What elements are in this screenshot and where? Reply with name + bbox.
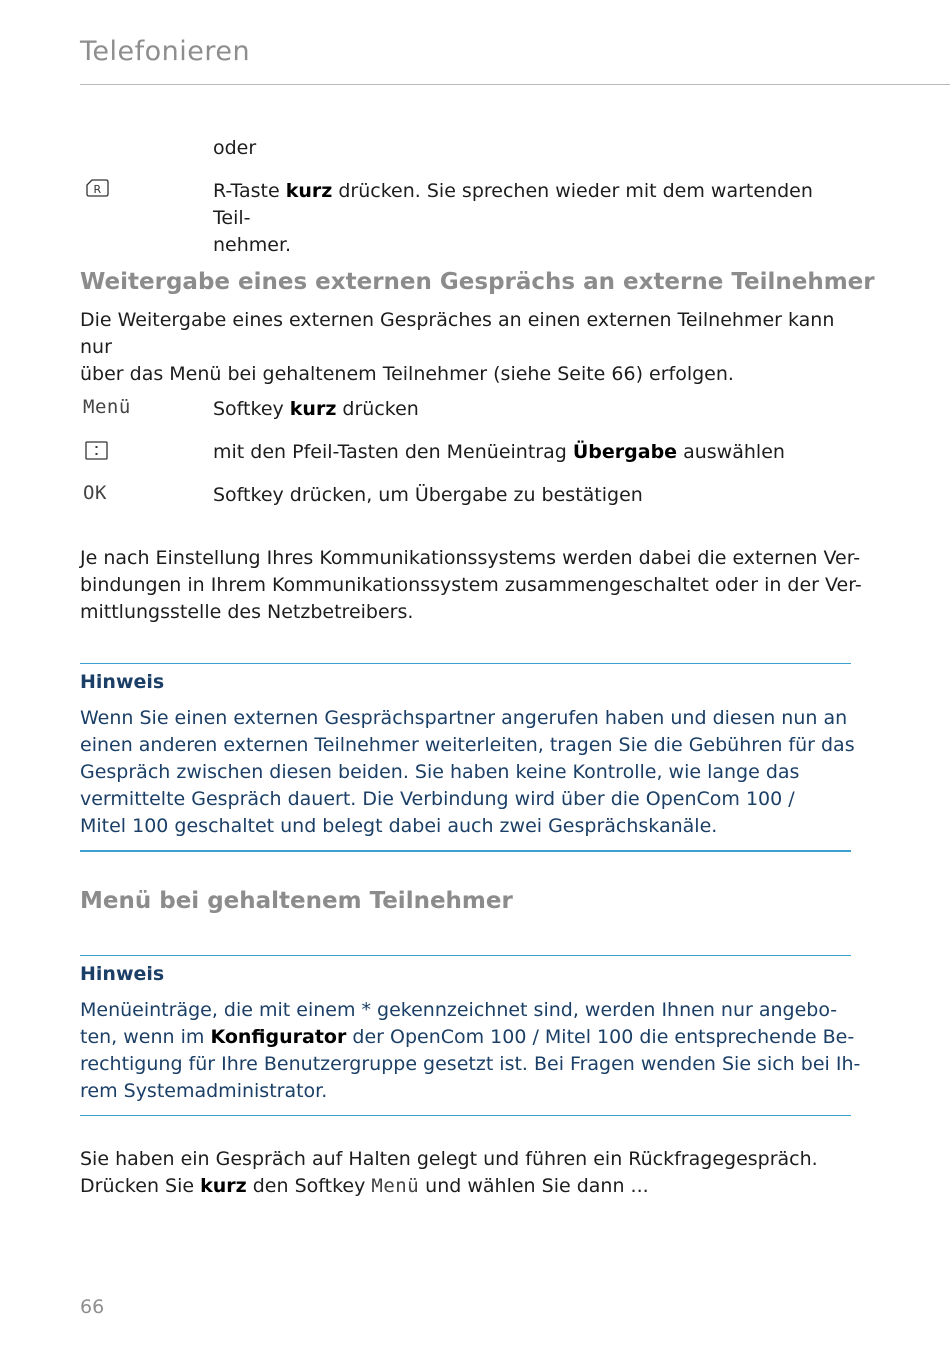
softkey-ok-label: OK (83, 482, 107, 504)
closing-softkey-label: Menü (371, 1175, 420, 1197)
oder-text: oder (213, 137, 257, 159)
r-key-text-bold: kurz (285, 180, 333, 202)
section1-intro-line1: Die Weitergabe eines externen Gespräches an einen externen Teilnehmer kann nur (80, 309, 835, 358)
closing-line2-pre: Drücken Sie (80, 1175, 201, 1197)
note1-body (80, 705, 870, 840)
closing-line2-mid: den Softkey (246, 1175, 372, 1197)
note1-line4: vermittelte Gespräch dauert. Die Verbindung wird über die OpenCom 100 / (80, 788, 795, 810)
closing-paragraph (80, 1146, 870, 1200)
section1-para-line3: mittlungsstelle des Netzbetreibers. (80, 601, 414, 623)
note2-line2-post: der OpenCom 100 / Mitel 100 die entsprechende Be- (346, 1026, 855, 1048)
note1-top-rule (80, 663, 851, 664)
note2-top-rule (80, 955, 851, 956)
arrow-keys-icon (85, 441, 109, 461)
section1-para-line2: bindungen in Ihrem Kommunikationssystem zusammengeschaltet oder in der Ver- (80, 574, 862, 596)
note1-heading: Hinweis (80, 671, 165, 693)
note2-bottom-rule (80, 1115, 851, 1116)
note2-heading: Hinweis (80, 963, 165, 985)
note2-line1: Menüeinträge, die mit einem * gekennzeichnet sind, werden Ihnen nur angebo- (80, 999, 838, 1021)
note1-line1: Wenn Sie einen externen Gesprächspartner angerufen haben und diesen nun an (80, 707, 848, 729)
note2-line4: rem Systemadministrator. (80, 1080, 328, 1102)
r-key-text-post: drücken. Sie sprechen wieder mit dem wartenden Teil- (213, 180, 813, 229)
step-1-pre: Softkey (213, 398, 290, 420)
step-2-bold: Übergabe (572, 441, 678, 463)
section1-intro (80, 307, 870, 388)
closing-line2-post: und wählen Sie dann ... (419, 1175, 649, 1197)
note2-line2-bold: Konfigurator (210, 1026, 347, 1048)
note1-bottom-rule (80, 850, 851, 852)
note2-line2-pre: ten, wenn im (80, 1026, 211, 1048)
note1-line3: Gespräch zwischen diesen beiden. Sie haben keine Kontrolle, wie lange das (80, 761, 800, 783)
closing-line1: Sie haben ein Gespräch auf Halten gelegt und führen ein Rückfragegespräch. (80, 1148, 818, 1170)
section-heading-held-menu: Menü bei gehaltenem Teilnehmer (80, 888, 513, 914)
page-number: 66 (80, 1296, 105, 1318)
r-key-instruction (213, 178, 853, 259)
note2-body (80, 997, 870, 1105)
step-2-pre: mit den Pfeil-Tasten den Menüeintrag (213, 441, 573, 463)
section1-para-line1: Je nach Einstellung Ihres Kommunikationssystems werden dabei die externen Ver- (80, 547, 861, 569)
section1-intro-line2: über das Menü bei gehaltenem Teilnehmer (siehe Seite 66) erfolgen. (80, 363, 734, 385)
page-header-title: Telefonieren (80, 36, 251, 67)
r-key-text-pre: R-Taste (213, 180, 286, 202)
step-1-post: drücken (336, 398, 419, 420)
header-divider (80, 84, 950, 85)
section1-paragraph (80, 545, 870, 626)
section-heading-external-transfer: Weitergabe eines externen Gesprächs an externe Teilnehmer (80, 269, 875, 295)
note1-line2: einen anderen externen Teilnehmer weiterleiten, tragen Sie die Gebühren für das (80, 734, 855, 756)
step-2-post: auswählen (677, 441, 785, 463)
step-1-text (213, 396, 419, 423)
softkey-menu-label: Menü (83, 396, 131, 418)
note1-line5: Mitel 100 geschaltet und belegt dabei auch zwei Gesprächskanäle. (80, 815, 718, 837)
r-key-icon (84, 178, 110, 200)
closing-line2-bold: kurz (200, 1175, 247, 1197)
r-key-text-line2: nehmer. (213, 234, 292, 256)
step-1-bold: kurz (289, 398, 337, 420)
step-3-text: Softkey drücken, um Übergabe zu bestätigen (213, 484, 643, 506)
note2-line3: rechtigung für Ihre Benutzergruppe gesetzt ist. Bei Fragen wenden Sie sich bei Ih- (80, 1053, 861, 1075)
r-key-icon-label: R (93, 183, 102, 196)
step-2-text (213, 439, 785, 466)
